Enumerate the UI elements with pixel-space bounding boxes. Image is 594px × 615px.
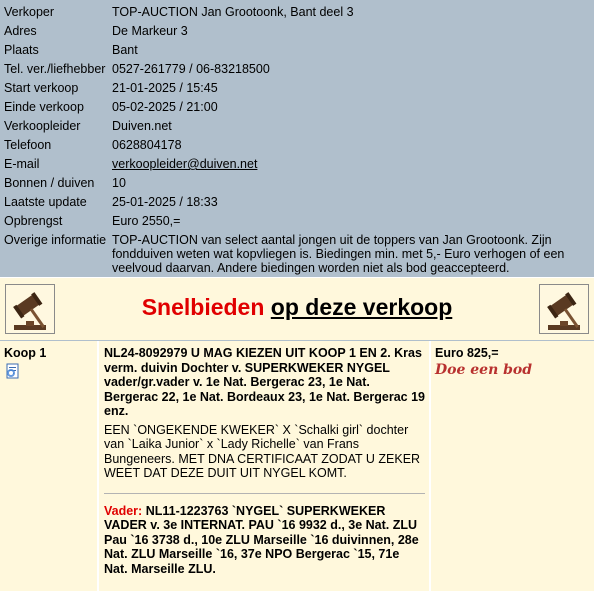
info-row-verkoper: [0, 3, 594, 22]
info-value: Euro 2550,=: [112, 214, 181, 228]
info-label: Tel. ver./liefhebber: [4, 62, 106, 76]
lot-row: [0, 341, 594, 591]
lot-bid-cell: [431, 341, 594, 591]
info-row-telefoon: [0, 136, 594, 155]
info-row-email: [0, 155, 594, 174]
info-label: Opbrengst: [4, 214, 63, 228]
info-label: E-mail: [4, 157, 40, 171]
info-label: Laatste update: [4, 195, 87, 209]
quick-bid-link[interactable]: op deze verkoop: [270, 294, 453, 320]
info-label: Bonnen / duiven: [4, 176, 95, 190]
info-label: Overige informatie: [4, 233, 107, 247]
lot-description-cell: [99, 341, 429, 591]
info-row-bonnen: [0, 174, 594, 193]
info-value: [108, 155, 594, 174]
vader-label: Vader:: [104, 503, 143, 518]
divider: [104, 493, 425, 494]
info-value: Bant: [112, 43, 138, 57]
info-row-overige: [0, 231, 594, 275]
info-row-laatste-update: [0, 193, 594, 212]
lot-title: NL24-8092979 U MAG KIEZEN UIT KOOP 1 EN 2. Kras verm. duivin Dochter v. SUPERKWEKER NYGEL vader/gr.vader v. 1e Nat. Bergerac 23, 1e Nat. Bergerac 22, 1e Nat. Bordeaux 23, 1e Nat. Bergerac 19 enz.: [104, 346, 426, 418]
document-icon[interactable]: [5, 363, 21, 379]
info-value: TOP-AUCTION Jan Grootoonk, Bant deel 3: [112, 5, 354, 19]
info-row-einde-verkoop: [0, 98, 594, 117]
info-value: 10: [112, 176, 126, 190]
info-label: Telefoon: [4, 138, 52, 152]
info-label: Plaats: [4, 43, 39, 57]
auction-info-table: [0, 3, 594, 275]
auction-info-panel: [0, 0, 594, 277]
info-label: Verkoper: [4, 5, 55, 19]
info-value: Duiven.net: [112, 119, 172, 133]
info-label: Adres: [4, 24, 37, 38]
info-value: 0527-261779 / 06-83218500: [112, 62, 270, 76]
quick-bid-bar: [0, 277, 594, 341]
lot-pedigree: [104, 504, 425, 577]
info-row-plaats: [0, 41, 594, 60]
gavel-icon[interactable]: [539, 284, 589, 334]
vader-text: NL11-1223763 `NYGEL` SUPERKWEKER VADER v. 3e INTERNAT. PAU `16 9932 d., 3e Nat. ZLU Pau `16 3738 d., 10e ZLU Marseille `16 duivinnen, 28e Nat. ZLU Marseille `16, 37e NPO Bergerac `15, 71e Nat. Marseille ZLU.: [104, 503, 419, 576]
info-row-opbrengst: [0, 212, 594, 231]
lot-price: Euro 825,=: [435, 346, 499, 360]
info-value: 05-02-2025 / 21:00: [112, 100, 218, 114]
info-value: 25-01-2025 / 18:33: [112, 195, 218, 209]
info-value: De Markeur 3: [112, 24, 188, 38]
email-link[interactable]: verkoopleider@duiven.net: [112, 157, 258, 171]
info-value: 0628804178: [112, 138, 182, 152]
info-value: 21-01-2025 / 15:45: [112, 81, 218, 95]
lot-label: Koop 1: [4, 346, 47, 360]
quick-bid-title: [0, 294, 594, 321]
place-bid-link[interactable]: Doe een bod: [435, 362, 533, 378]
info-label: Start verkoop: [4, 81, 79, 95]
lot-label-cell: [0, 341, 97, 591]
lot-description: EEN `ONGEKENDE KWEKER` X `Schalki girl` dochter van `Laika Junior` x `Lady Richelle` van Frans Bungeneers. MET DNA CERTIFICAAT ZODAT U ZEKER WEET DAT DEZE DUIT UIT NYGEL KOMT.: [104, 422, 421, 480]
info-row-start-verkoop: [0, 79, 594, 98]
info-row-telefoon-liefhebber: [0, 60, 594, 79]
info-label: Einde verkoop: [4, 100, 84, 114]
info-value: TOP-AUCTION van select aantal jongen uit de toppers van Jan Grootoonk. Zijn fondduiven weten wat kopvliegen is. Biedingen min. met 5,- Euro verhogen of een veelvoud daarvan. Andere biedingen worden niet als bod geaccepteerd.: [112, 233, 565, 275]
info-row-adres: [0, 22, 594, 41]
info-label: Verkoopleider: [4, 119, 81, 133]
info-row-verkoopleider: [0, 117, 594, 136]
quick-bid-label: Snelbieden: [141, 294, 265, 320]
